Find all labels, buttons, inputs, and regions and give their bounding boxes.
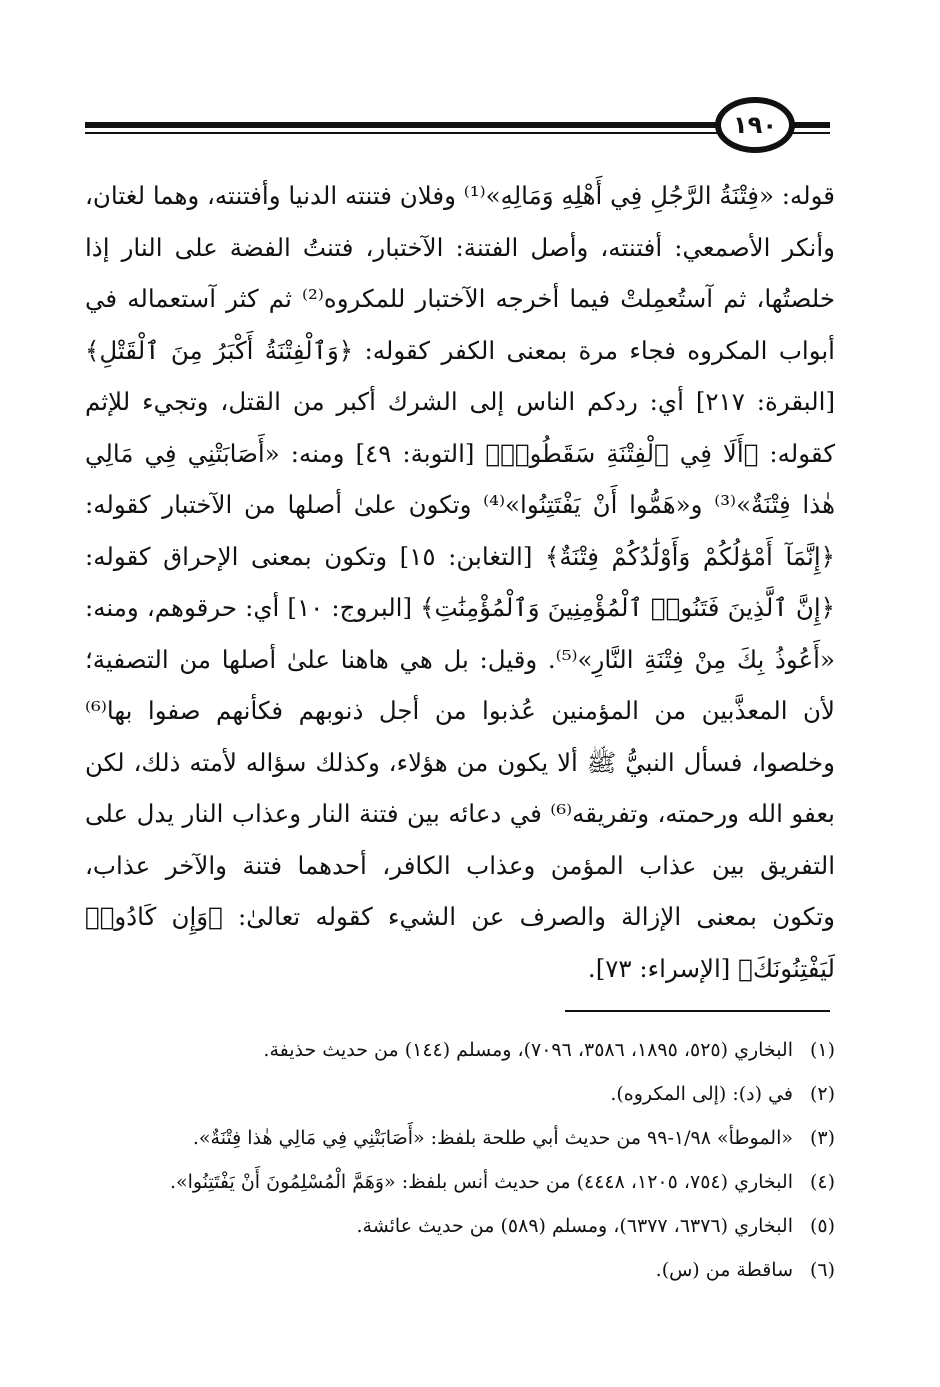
footnote-number: (٦) xyxy=(809,1259,835,1281)
main-text xyxy=(85,170,835,994)
footnote-item xyxy=(85,1028,835,1072)
header-rule-thick xyxy=(85,122,805,128)
footnote-number: (٣) xyxy=(809,1127,835,1149)
footnote-item xyxy=(85,1072,835,1116)
footnote-item xyxy=(85,1116,835,1160)
footnote-text: البخاري (٧٥٤، ١٢٠٥، ٤٤٤٨) من حديث أنس بلفظ: «وَهَمَّ الْمُسْلِمُونَ أَنْ يَفْتَتِنُوا». xyxy=(169,1171,793,1193)
header-rule-stub-thin xyxy=(800,132,830,134)
footnote-number: (٤) xyxy=(809,1171,835,1193)
footnote-item xyxy=(85,1248,835,1292)
footnote-divider xyxy=(565,1010,830,1012)
footnote-text: البخاري (٥٢٥، ١٨٩٥، ٣٥٨٦، ٧٠٩٦)، ومسلم (١٤٤) من حديث حذيفة. xyxy=(263,1039,793,1061)
footnote-number: (٢) xyxy=(809,1083,835,1105)
footnotes xyxy=(85,1028,835,1292)
footnote-item xyxy=(85,1204,835,1248)
page-number: ١٩٠ xyxy=(715,97,795,153)
footnote-text: في (د): (إلى المكروه). xyxy=(610,1083,793,1105)
footnote-number: (٥) xyxy=(809,1215,835,1237)
footnote-number: (١) xyxy=(809,1039,835,1061)
header-rule-thin xyxy=(85,132,805,134)
footnote-text: البخاري (٦٣٧٦، ٦٣٧٧)، ومسلم (٥٨٩) من حديث عائشة. xyxy=(356,1215,793,1237)
main-paragraph: قوله: «فِتْنَةُ الرَّجُلِ فِي أَهْلِهِ وَمَالِهِ»⁽¹⁾ وفلان فتنته الدنيا وأفتنته، وهما لغتان، وأنكر الأصمعي: أفتنته، وأصل الفتنة: الآختبار، فتنتُ الفضة على النار إذا خلصتُها، ثم آستُعمِلتْ فيما أخرجه الآختبار للمكروه⁽²⁾ ثم كثر آستعماله في أبواب المكروه فجاء مرة بمعنى الكفر كقوله: ﴿وَٱلْفِتْنَةُ أَكْبَرُ مِنَ ٱلْقَتْلِ﴾ [البقرة: ٢١٧] أي: ردكم الناس إلى الشرك أكبر من القتل، وتجيء للإثم كقوله: ﴿أَلَا فِي ٱلْفِتْنَةِ سَقَطُوا۟﴾ [التوبة: ٤٩] ومنه: «أَصَابَتْنِي فِي مَالِي هٰذا فِتْنَةٌ»⁽³⁾ و«هَمُّوا أَنْ يَفْتَتِنُوا»⁽⁴⁾ وتكون علىٰ أصلها من الآختبار كقوله: ﴿إِنَّمَآ أَمْوَٰلُكُمْ وَأَوْلَٰدُكُمْ فِتْنَةٌ﴾ [التغابن: ١٥] وتكون بمعنى الإحراق كقوله: ﴿إِنَّ ٱلَّذِينَ فَتَنُوا۟ ٱلْمُؤْمِنِينَ وَٱلْمُؤْمِنَٰتِ﴾ [البروج: ١٠] أي: حرقوهم، ومنه: «أَعُوذُ بِكَ مِنْ فِتْنَةِ النَّارِ»⁽⁵⁾. وقيل: بل هي هاهنا علىٰ أصلها من التصفية؛ لأن المعذَّبين من المؤمنين عُذبوا من أجل ذنوبهم فكأنهم صفوا بها⁽⁶⁾ وخلصوا، فسأل النبيُّ ﷺ ألا يكون من هؤلاء، وكذلك سؤاله لأمته ذلك، لكن بعفو الله ورحمته، وتفريقه⁽⁶⁾ في دعائه بين فتنة النار وعذاب النار يدل على التفريق بين عذاب المؤمن وعذاب الكافر، أحدهما فتنة والآخر عذاب، وتكون بمعنى الإزالة والصرف عن الشيء كقوله تعالىٰ: ﴿وَإِن كَادُوا۟ لَيَفْتِنُونَكَ﴾ [الإسراء: ٧٣]. xyxy=(85,181,836,983)
header-rule-stub xyxy=(800,122,830,128)
footnote-text: «الموطأ» ١/٩٨-٩٩ من حديث أبي طلحة بلفظ: «أَصَابَتْنِي فِي مَالِي هٰذا فِتْنَةٌ». xyxy=(192,1127,793,1149)
footnote-item xyxy=(85,1160,835,1204)
page-header xyxy=(85,95,830,165)
footnote-text: ساقطة من (س). xyxy=(655,1259,793,1281)
